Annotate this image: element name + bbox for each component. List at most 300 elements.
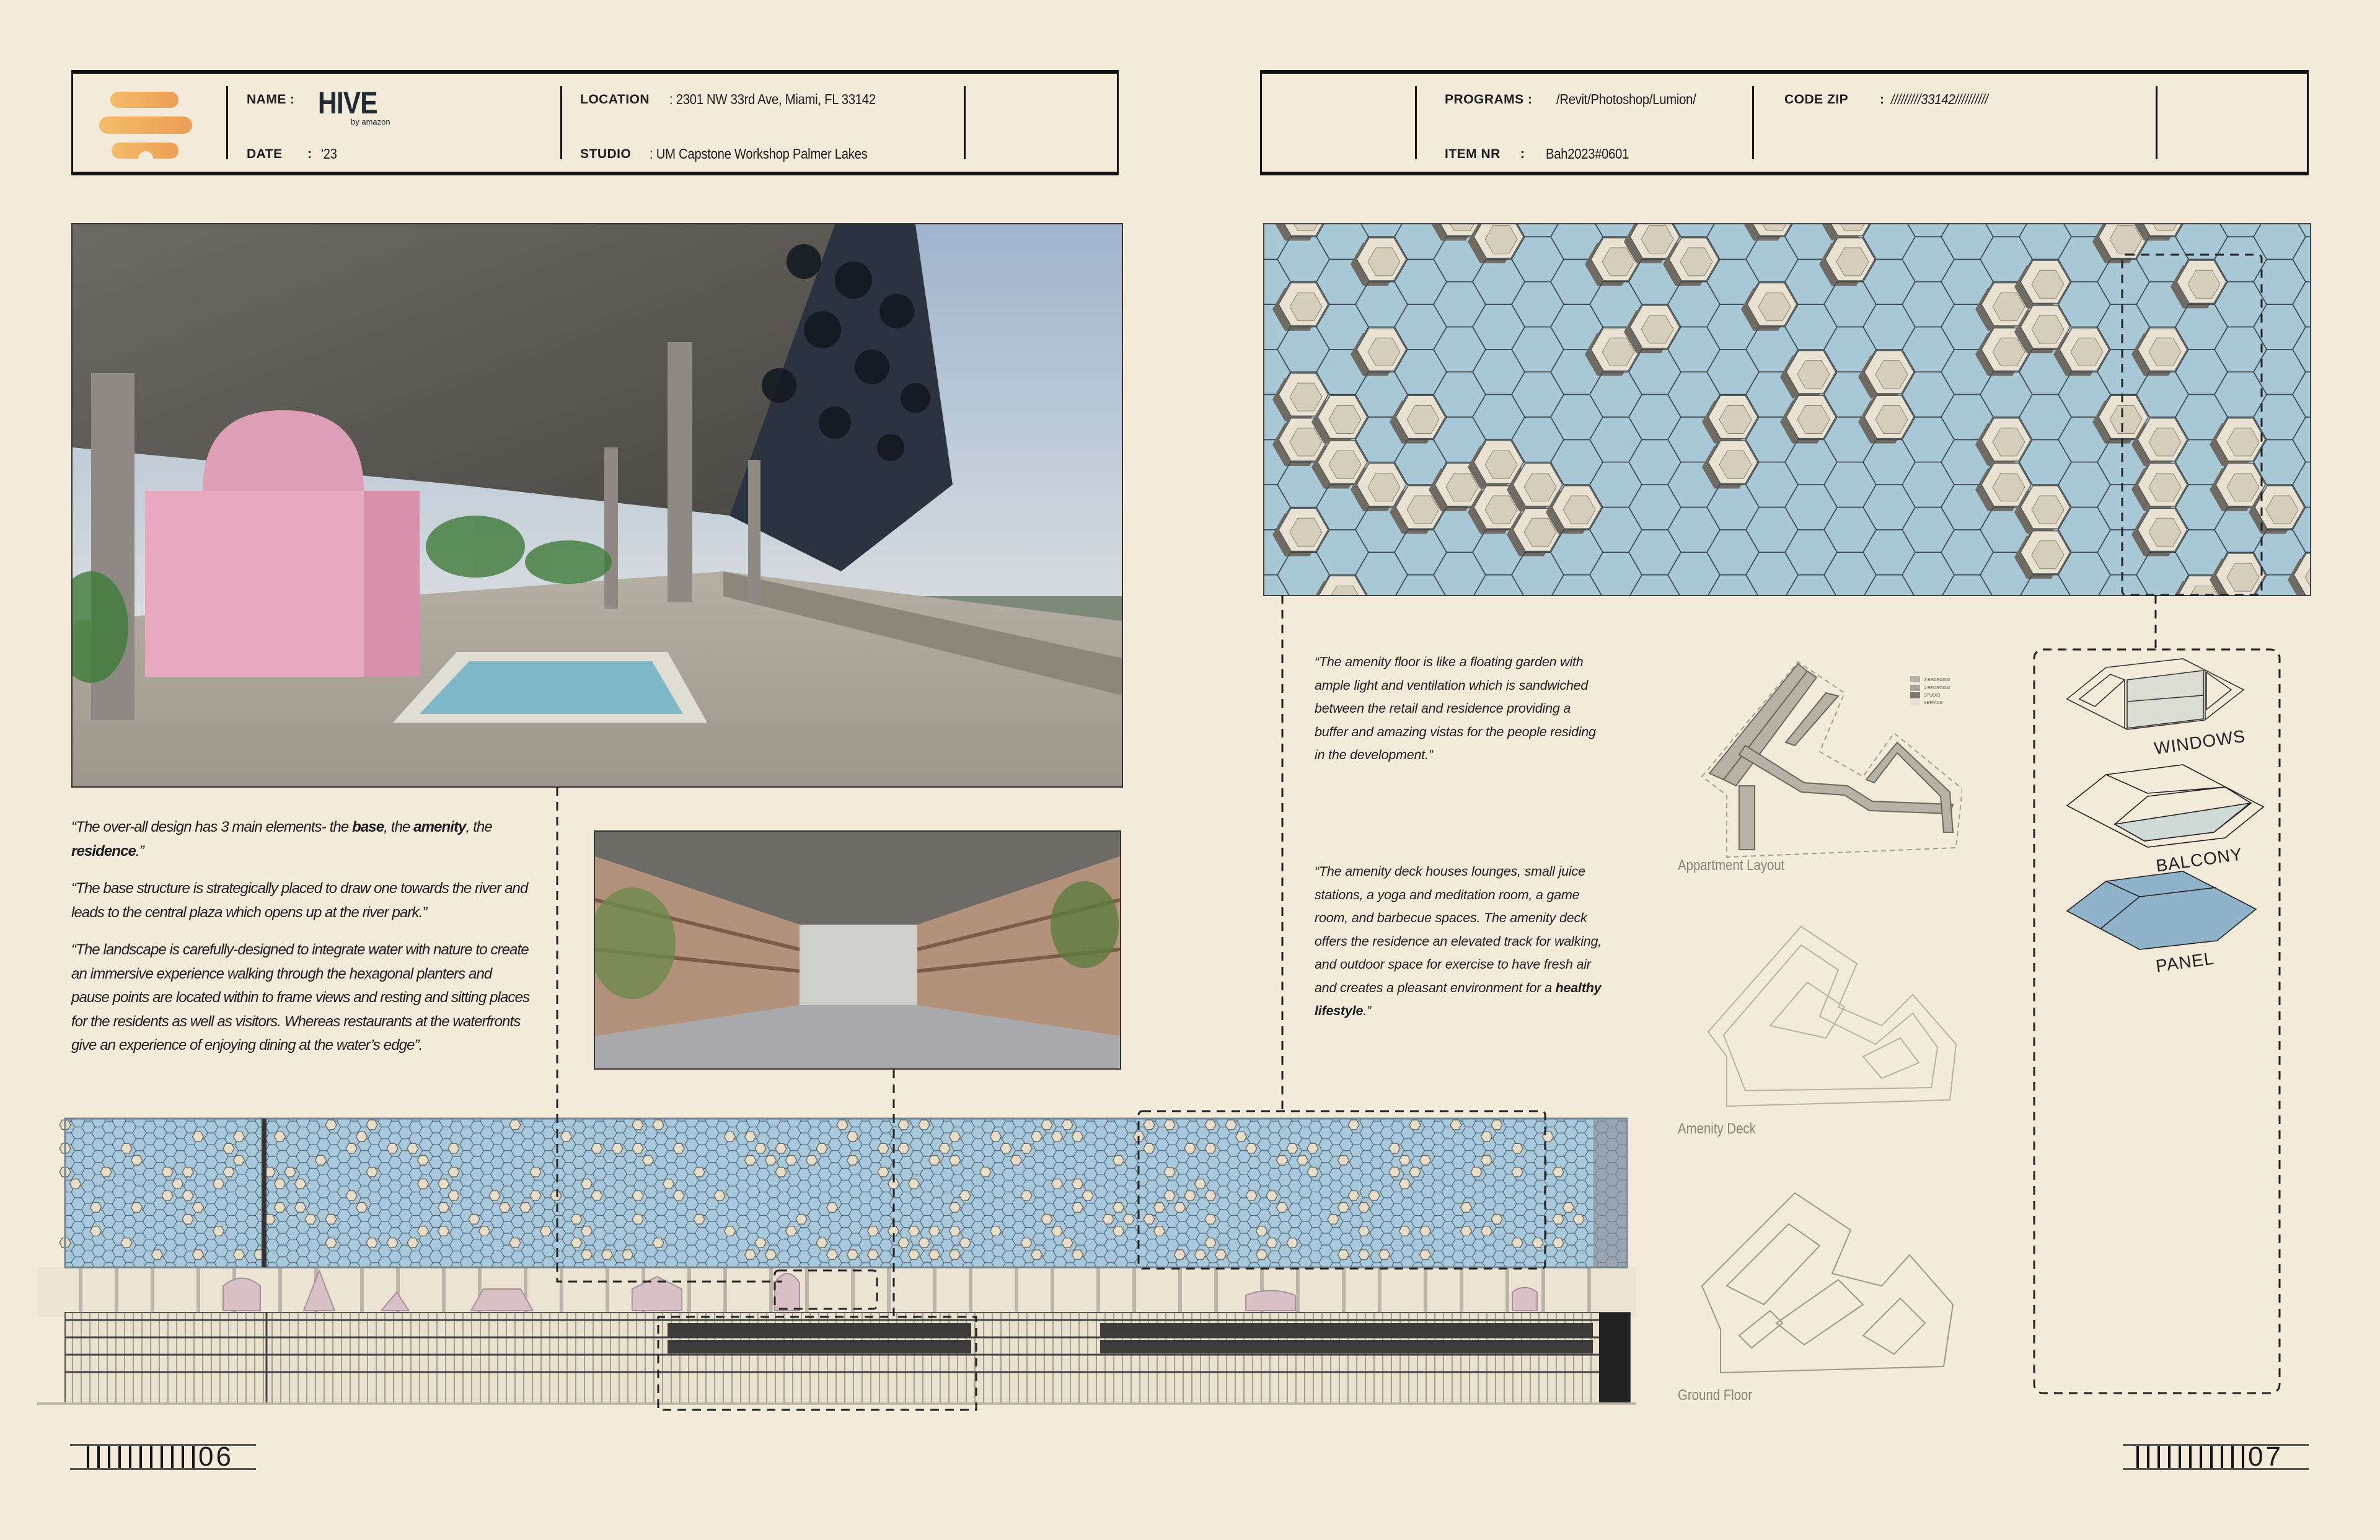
facade-window — [602, 1250, 613, 1260]
facade-window — [1512, 1238, 1523, 1248]
facade-window — [837, 1120, 848, 1130]
facade-window — [745, 1132, 756, 1142]
facade-window — [868, 1226, 879, 1236]
facade-window — [1236, 1132, 1247, 1142]
facade-window — [816, 1238, 827, 1248]
facade-window — [407, 1238, 418, 1248]
text: .” — [135, 842, 144, 860]
facade-window — [1420, 1155, 1431, 1165]
divider — [226, 86, 228, 159]
hive-logo-icon — [98, 89, 197, 164]
facade-window — [1041, 1120, 1052, 1130]
facade-window — [1461, 1226, 1472, 1236]
facade-joint — [262, 1119, 267, 1267]
amenity-deck-label: Amenity Deck — [1678, 1120, 1756, 1137]
facade-window — [1256, 1226, 1267, 1236]
programs-value: /Revit/Photoshop/Lumion/ — [1556, 91, 1696, 107]
legend-label: SERVICE — [1924, 701, 1943, 705]
paragraph-landscape: “The landscape is carefully-designed to integrate water with nature to create an immersive experience walking through the hexagonal planters and pause points are located within to frame views and resting and sitting places for the residents as well as visitors. Whereas restaurants at the waterfronts give an experience of enjoying dining at the water’s edge”. — [71, 941, 530, 1054]
facade-window — [632, 1215, 643, 1225]
location-label: LOCATION — [580, 92, 650, 107]
facade-window — [121, 1238, 132, 1248]
amazon-logo-text: by amazon — [351, 117, 390, 126]
facade-window — [172, 1179, 183, 1189]
facade-window — [325, 1238, 337, 1248]
facade-window — [1205, 1120, 1216, 1130]
facade-window — [1072, 1132, 1083, 1142]
facade-window — [950, 1203, 961, 1213]
facade-window — [418, 1179, 429, 1189]
facade-window — [1103, 1215, 1114, 1225]
facade-window — [1031, 1250, 1042, 1260]
facade-window — [786, 1226, 797, 1236]
amenity-floor-description — [1315, 651, 1606, 767]
facade-window — [418, 1226, 429, 1236]
facade-window — [1041, 1215, 1052, 1225]
facade-window — [725, 1226, 736, 1236]
facade-window — [694, 1167, 705, 1177]
pink-pavilion — [145, 491, 393, 677]
facade-window — [1123, 1215, 1134, 1225]
emphasis-amenity: amenity — [413, 819, 466, 835]
facade-window — [827, 1203, 838, 1213]
facade-window — [1195, 1250, 1206, 1260]
facade-window — [959, 1238, 971, 1248]
facade-window — [1144, 1120, 1155, 1130]
facade-window — [786, 1155, 797, 1165]
facade-window — [653, 1238, 664, 1248]
facade-window — [612, 1143, 623, 1153]
facade-window — [581, 1226, 593, 1236]
facade-window — [1021, 1238, 1032, 1248]
facade-window — [1481, 1226, 1492, 1236]
facade-window — [1195, 1179, 1206, 1189]
facade-window — [1450, 1120, 1461, 1130]
facade-window — [1072, 1203, 1083, 1213]
facade-window — [632, 1191, 643, 1201]
facade-window — [775, 1167, 787, 1177]
facade-window — [438, 1203, 449, 1213]
facade-window — [213, 1179, 224, 1189]
facade-window — [714, 1191, 725, 1201]
facade-window — [939, 1143, 950, 1153]
facade-window — [550, 1191, 562, 1201]
facade-window — [1348, 1191, 1359, 1201]
emphasis-healthy-lifestyle: healthy lifestyle — [1315, 980, 1602, 1018]
emphasis-residence: residence — [71, 842, 136, 860]
facade-window — [162, 1191, 173, 1201]
legend-swatch — [1910, 692, 1920, 698]
hex-facade-elevation — [1263, 223, 2311, 596]
facade-window — [387, 1143, 398, 1153]
legend-swatch — [1910, 676, 1920, 682]
facade-window — [643, 1155, 654, 1165]
facade-window — [571, 1238, 582, 1248]
facade-window — [878, 1143, 889, 1153]
facade-window — [325, 1120, 337, 1130]
facade-window — [90, 1226, 102, 1236]
page-number: 06 — [198, 1441, 234, 1472]
legend-label: 1 BEDROOM — [1924, 686, 1950, 690]
facade-window — [325, 1215, 337, 1225]
facade-window — [1307, 1143, 1318, 1153]
facade-window — [1277, 1155, 1288, 1165]
facade-window — [131, 1203, 143, 1213]
date-separator: : — [307, 147, 312, 161]
facade-window — [1082, 1191, 1093, 1201]
amenity-deck-render — [71, 223, 1123, 788]
facade-window — [888, 1226, 899, 1236]
facade-window — [673, 1191, 684, 1201]
paragraph-base: “The base structure is strategically placed to draw one towards the river and leads to the central plaza which opens up at the river park.” — [71, 880, 528, 921]
facade-window — [1359, 1226, 1370, 1236]
page-number-right — [2123, 1441, 2309, 1472]
facade-window — [898, 1143, 909, 1153]
facade-window — [1175, 1250, 1186, 1260]
facade-window — [755, 1143, 766, 1153]
facade-window — [418, 1155, 429, 1165]
facade-window — [448, 1191, 459, 1201]
facade-window — [1205, 1238, 1216, 1248]
facade-window — [193, 1250, 204, 1260]
facade-window — [213, 1226, 224, 1236]
facade-window — [929, 1250, 940, 1260]
facade-window — [1553, 1215, 1564, 1225]
facade-window — [909, 1179, 920, 1189]
facade-window — [295, 1179, 306, 1189]
facade-window — [1062, 1238, 1073, 1248]
facade-window — [1512, 1167, 1523, 1177]
facade-window — [561, 1132, 572, 1142]
facade-window — [1052, 1179, 1063, 1189]
facade-window — [1184, 1143, 1196, 1153]
facade-window — [980, 1167, 991, 1177]
facade-window — [438, 1226, 449, 1236]
facade-window — [121, 1143, 132, 1153]
facade-window — [950, 1226, 961, 1236]
facade-window — [1134, 1132, 1145, 1142]
facade-window — [182, 1167, 193, 1177]
facade-window — [796, 1215, 807, 1225]
text: “The amenity deck houses lounges, small juice stations, a yoga and meditation room, a game room, and barbecue spaces. The amenity deck offers the residence an elevated track for walking, and outdoor space for exercise to have fresh air and creates a pleasant environment for a — [1315, 864, 1602, 995]
facade-window — [387, 1238, 398, 1248]
windows-label: WINDOWS — [2153, 726, 2247, 759]
facade-window — [1399, 1226, 1411, 1236]
facade-window — [1021, 1143, 1032, 1153]
facade-window — [929, 1155, 940, 1165]
facade-window — [909, 1226, 920, 1236]
item-nr-label: ITEM NR — [1445, 147, 1501, 161]
facade-window — [622, 1250, 633, 1260]
facade-window — [1113, 1226, 1124, 1236]
facade-window — [275, 1203, 286, 1213]
design-description — [71, 816, 530, 1071]
panel-label: PANEL — [2154, 948, 2216, 976]
facade-window — [1389, 1143, 1400, 1153]
facade-window — [1215, 1250, 1227, 1260]
paragraph-amenity-floor: “The amenity floor is like a floating garden with ample light and ventilation which is sandwiched between the retail and residence providing a buffer and amazing vistas for the people residing in the development.” — [1315, 654, 1596, 762]
facade-window — [898, 1238, 909, 1248]
facade-window — [540, 1226, 552, 1236]
facade-window — [725, 1132, 736, 1142]
facade-window — [591, 1191, 602, 1201]
facade-window — [816, 1143, 827, 1153]
legend-label: STUDIO — [1924, 693, 1941, 698]
facade-window — [673, 1143, 684, 1153]
facade-window — [663, 1179, 674, 1189]
facade-window — [745, 1250, 756, 1260]
code-zip-value: /////////33142////////// — [1891, 91, 1988, 107]
ground-floor-plan — [1677, 1181, 1962, 1385]
page-number: 07 — [2248, 1441, 2283, 1472]
window-module-icon — [2067, 659, 2244, 729]
facade-window — [193, 1203, 204, 1213]
facade-window — [131, 1155, 143, 1165]
facade-window — [1338, 1250, 1349, 1260]
emphasis-base: base — [352, 819, 384, 835]
base-end — [1599, 1313, 1630, 1404]
facade-window — [469, 1215, 480, 1225]
facade-window — [919, 1238, 930, 1248]
facade-window — [1409, 1167, 1421, 1177]
facade-window — [1420, 1226, 1431, 1236]
facade-window — [366, 1167, 377, 1177]
facade-window — [591, 1143, 602, 1153]
facade-window — [152, 1250, 163, 1260]
facade-window — [1277, 1203, 1288, 1213]
barcode-icon — [2136, 1446, 2244, 1468]
apartment-layout-plan — [1677, 653, 1962, 863]
facade-window — [1246, 1143, 1257, 1153]
facade-window — [1266, 1191, 1277, 1201]
item-nr-separator: : — [1520, 147, 1525, 161]
facade-window — [1553, 1167, 1564, 1177]
amenity-level — [37, 1267, 1636, 1317]
facade-window — [1399, 1179, 1411, 1189]
text: , the — [465, 819, 492, 835]
facade-window — [1205, 1215, 1216, 1225]
facade-window — [1266, 1238, 1277, 1248]
barcode-icon — [87, 1446, 195, 1468]
facade-window — [990, 1132, 1002, 1142]
facade-window — [581, 1179, 593, 1189]
facade-window — [1399, 1155, 1411, 1165]
building-elevation — [37, 1109, 1649, 1419]
facade-window — [234, 1155, 245, 1165]
facade-window — [509, 1238, 521, 1248]
facade-window — [509, 1120, 521, 1130]
facade-window — [1144, 1143, 1155, 1153]
facade-window — [1287, 1238, 1298, 1248]
facade-window — [868, 1250, 879, 1260]
facade-window — [223, 1143, 234, 1153]
tree — [1051, 881, 1119, 968]
facade-window — [346, 1143, 357, 1153]
facade-window — [1471, 1167, 1482, 1177]
facade-window — [806, 1155, 818, 1165]
facade-window — [315, 1155, 327, 1165]
legend-label: 2 BEDROOM — [1924, 678, 1950, 682]
facade-window — [950, 1132, 961, 1142]
facade-window — [479, 1226, 490, 1236]
facade-window — [1175, 1203, 1186, 1213]
facade-window — [295, 1203, 306, 1213]
facade-hex-pattern — [65, 1119, 1627, 1267]
text: , the — [384, 819, 414, 835]
facade-window — [1164, 1167, 1175, 1177]
facade-window — [1348, 1120, 1359, 1130]
facade-window — [234, 1250, 245, 1260]
facade-window — [356, 1132, 368, 1142]
facade-window — [990, 1226, 1002, 1236]
facade-window — [1491, 1120, 1502, 1130]
facade-window — [909, 1250, 920, 1260]
page-number-left — [70, 1441, 256, 1472]
facade-window — [1461, 1203, 1472, 1213]
amenity-deck-description — [1315, 860, 1606, 1023]
text: .” — [1363, 1003, 1372, 1018]
facade-window — [1113, 1155, 1124, 1165]
name-label: NAME : — [247, 92, 295, 107]
facade-window — [1328, 1215, 1339, 1225]
studio-label: STUDIO — [580, 147, 632, 161]
facade-window — [275, 1179, 286, 1189]
code-zip-separator: : — [1880, 92, 1885, 107]
facade-window — [530, 1167, 541, 1177]
ground-floor-label: Ground Floor — [1678, 1387, 1753, 1404]
divider — [1415, 86, 1417, 159]
facade-window — [356, 1203, 368, 1213]
item-nr-value: Bah2023#0601 — [1546, 146, 1629, 162]
facade-window — [1154, 1226, 1165, 1236]
panel-module-icon — [2067, 871, 2256, 949]
facade-window — [1409, 1120, 1421, 1130]
facade-window — [950, 1155, 961, 1165]
right-title-block — [1260, 70, 2309, 175]
facade-window — [1205, 1191, 1216, 1201]
facade-window — [755, 1238, 766, 1248]
facade-window — [653, 1120, 664, 1130]
facade-window — [1389, 1167, 1400, 1177]
facade-window — [1052, 1226, 1063, 1236]
facade-window — [694, 1215, 705, 1225]
amenity-deck-plan — [1677, 914, 1962, 1119]
facade-window — [182, 1215, 193, 1225]
facade-window — [745, 1155, 756, 1165]
facade-window — [1481, 1132, 1492, 1142]
facade-window — [632, 1143, 643, 1153]
facade-window — [1491, 1215, 1502, 1225]
paragraph-amenity-deck — [1315, 860, 1606, 1023]
facade-window — [1144, 1215, 1155, 1225]
facade-window — [1368, 1191, 1380, 1201]
code-zip-label: CODE ZIP — [1784, 92, 1849, 107]
facade-window — [530, 1191, 541, 1201]
facade-window — [1338, 1155, 1349, 1165]
facade-window — [1184, 1191, 1196, 1201]
left-title-block — [71, 70, 1119, 175]
facade-window — [489, 1191, 500, 1201]
divider — [1752, 86, 1754, 159]
balcony-module-icon — [2067, 765, 2263, 847]
facade-window — [827, 1250, 838, 1260]
facade-window — [1359, 1250, 1370, 1260]
facade-window — [1052, 1132, 1063, 1142]
facade-window — [162, 1167, 173, 1177]
divider — [964, 86, 966, 159]
facade-window — [407, 1143, 418, 1153]
facade-window — [223, 1167, 234, 1177]
facade-window — [1154, 1203, 1165, 1213]
facade-window — [448, 1143, 459, 1153]
text: “The over-all design has 3 main elements- the — [71, 819, 353, 835]
programs-label: PROGRAMS : — [1445, 92, 1533, 107]
facade-window — [1031, 1132, 1042, 1142]
facade-window — [275, 1132, 286, 1142]
facade-window — [1563, 1203, 1574, 1213]
facade-window — [1256, 1250, 1267, 1260]
facade-window — [898, 1120, 909, 1130]
facade-window — [1543, 1132, 1554, 1142]
facade-window — [1164, 1191, 1175, 1201]
facade-window — [193, 1132, 204, 1142]
pink-pavilion-side — [364, 491, 420, 677]
facade-window — [950, 1250, 961, 1260]
facade-window — [90, 1203, 102, 1213]
facade-window — [1338, 1203, 1349, 1213]
facade-window — [847, 1250, 858, 1260]
facade-window — [878, 1167, 889, 1177]
facade-window — [70, 1179, 81, 1189]
facade-window — [1072, 1179, 1083, 1189]
divider — [560, 86, 562, 159]
facade-window — [1420, 1250, 1431, 1260]
facade-window — [366, 1238, 377, 1248]
facade-window — [1553, 1238, 1564, 1248]
facade-window — [959, 1191, 971, 1201]
facade-window — [1113, 1203, 1124, 1213]
street-plaza-render — [594, 830, 1121, 1070]
facade-window — [346, 1191, 357, 1201]
facade-window — [1297, 1155, 1308, 1165]
facade-window — [1011, 1155, 1022, 1165]
paragraph-elements — [71, 816, 530, 863]
legend-swatch — [1910, 700, 1920, 706]
balcony-label: BALCONY — [2154, 844, 2244, 876]
facade-window — [1164, 1120, 1175, 1130]
date-value: '23 — [321, 146, 337, 162]
facade-window — [847, 1132, 858, 1142]
studio-value: : UM Capstone Workshop Palmer Lakes — [650, 146, 868, 162]
facade-window — [1379, 1250, 1390, 1260]
facade-window — [929, 1226, 940, 1236]
facade-window — [632, 1120, 643, 1130]
facade-window — [1481, 1155, 1492, 1165]
facade-window — [1205, 1143, 1216, 1153]
facade-window — [775, 1143, 787, 1153]
hive-logo-text: HIVE — [318, 86, 377, 120]
facade-window — [571, 1215, 582, 1225]
facade-window — [284, 1167, 296, 1177]
facade-window — [888, 1179, 899, 1189]
facade-window — [765, 1250, 777, 1260]
facade-window — [182, 1191, 193, 1201]
facade-window — [1532, 1238, 1543, 1248]
facade-window — [438, 1179, 449, 1189]
facade-window — [1072, 1250, 1083, 1260]
facade-window — [1000, 1143, 1011, 1153]
facade-window — [234, 1132, 245, 1142]
